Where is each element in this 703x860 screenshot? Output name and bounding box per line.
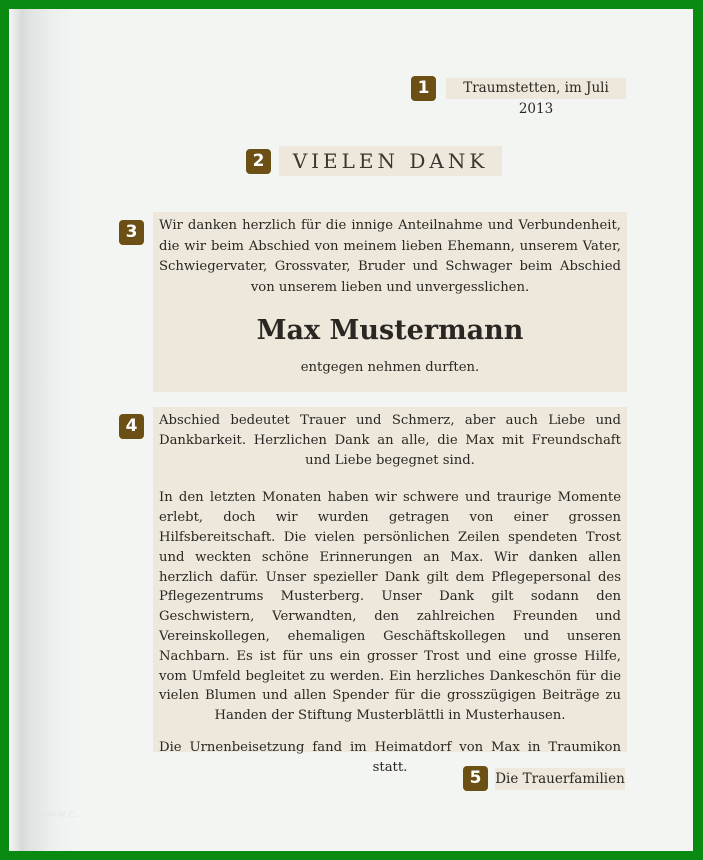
thanks-intro-closing: entgegen nehmen durften. — [300, 360, 480, 375]
body-paragraph-2: In den letzten Monaten haben wir schwere und traurige Momente erlebt, doch wir wurden getragen von einer grossen Hilfsbereitschaft. Die vielen persönlichen Zeilen spendeten Trost und weckten schöne Erinnerungen an Max. Wir danken allen herzlich dafür. Unser spezieller Dank gilt dem Pflegepersonal des Pflegezentrums Musterberg. Unser Dank gilt sodann den Geschwistern, Verwandten, den zahlreichen Freunden und Vereinskollegen, ehemaligen Geschäftskollegen und unseren Nachbarn. Es ist für uns ein grosser Trost und eine grosse Hilfe, vom Umfeld begleitet zu werden. Ein herzliches Dankeschön für die vielen Blumen und allen Spender für die grosszügigen Beiträge zu Handen der Stiftung Musterblättli in Musterhausen. — [159, 490, 621, 724]
page-spine-shadow — [9, 9, 21, 851]
body-paragraph-1: Abschied bedeutet Trauer und Schmerz, aber auch Liebe und Dankbarkeit. Herzlichen Dank an alle, die Max mit Freundschaft und Liebe begegnet sind. — [159, 413, 621, 468]
thanks-intro-block — [153, 212, 627, 392]
body-paragraph-3: Die Urnenbeisetzung fand im Heimatdorf von Max in Traumikon statt. — [159, 739, 621, 775]
deceased-name: Max Mustermann — [256, 315, 524, 346]
signature-label: Die Trauerfamilien — [495, 768, 625, 790]
number-badge-2: 2 — [246, 149, 271, 174]
document-page — [9, 9, 693, 851]
place-date-label: Traumstetten, im Juli 2013 — [446, 78, 626, 99]
page-title: VIELEN DANK — [279, 146, 502, 176]
number-badge-5: 5 — [463, 766, 488, 791]
watermark-text: www.c... — [39, 807, 86, 820]
number-badge-3: 3 — [119, 220, 144, 245]
number-badge-1: 1 — [411, 76, 436, 101]
thanks-intro-text: Wir danken herzlich für die innige Anteilnahme und Verbundenheit, die wir beim Abschied von meinem lieben Ehemann, unserem Vater, Schwiegervater, Grossvater, Bruder und Schwager beim Abschied von unserem lieben und unvergesslichen. — [159, 218, 621, 295]
thanks-body-block — [153, 407, 627, 775]
number-badge-4: 4 — [119, 414, 144, 439]
